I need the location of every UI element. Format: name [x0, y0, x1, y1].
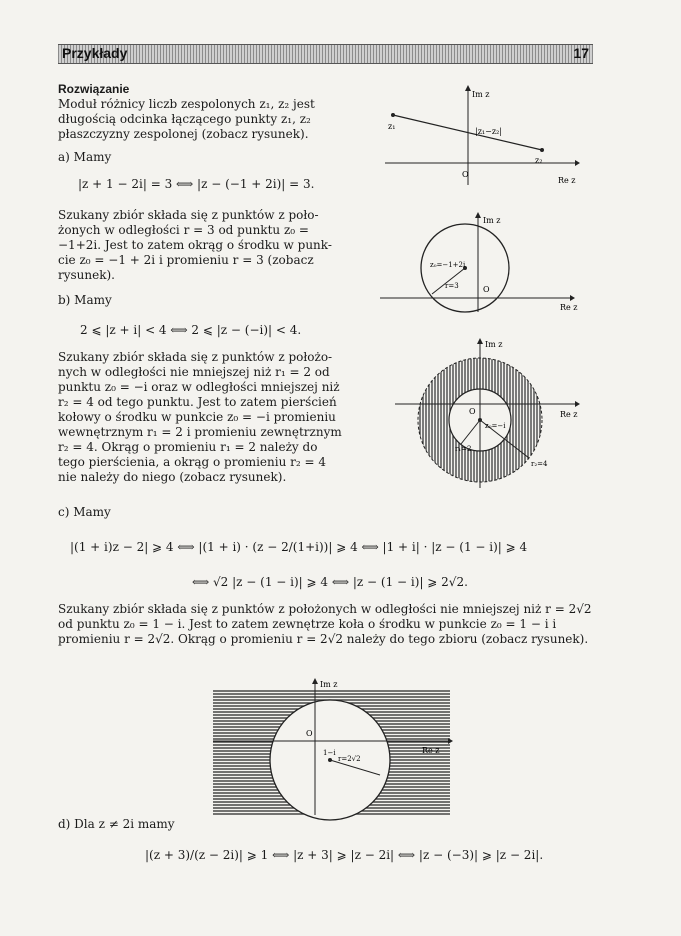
part-b-equation: 2 ⩽ |z + i| < 4 ⟺ 2 ⩽ |z − (−i)| < 4.: [80, 323, 302, 337]
text-line: nych w odległości nie mniejszej niż r₁ = 2 od: [58, 365, 330, 379]
radius-label: r=3: [445, 282, 459, 290]
radius-line: [432, 268, 465, 294]
part-c-label: c) Mamy: [58, 505, 111, 519]
page-header: [58, 44, 593, 64]
text-line: Moduł różnicy liczb zespolonych z₁, z₂ jest: [58, 97, 315, 111]
origin-label: O: [483, 285, 490, 294]
text-line: żonych w odległości r = 3 od punktu z₀ =: [58, 223, 309, 237]
page-number: 17: [573, 45, 589, 61]
z1-label: z₁: [388, 122, 396, 131]
center-label: 1−i: [323, 749, 336, 757]
origin-label: O: [469, 407, 476, 416]
radius-label: r=2√2: [338, 755, 361, 763]
im-axis-label: Im z: [485, 340, 503, 349]
figure-exterior-diagram: [210, 675, 455, 815]
arrow-icon: [570, 295, 575, 301]
text-line: promieniu r = 2√2. Okrąg o promieniu r = 2√2 należy do tego zbioru (zobacz rysunek).: [58, 632, 589, 646]
arrow-icon: [475, 212, 481, 218]
text-line: rysunek).: [58, 268, 115, 282]
im-axis-label: Im z: [472, 90, 490, 99]
arrow-icon: [448, 738, 453, 744]
center-label: z₀=−1+2i: [430, 261, 466, 269]
r1-label: r₁=2: [455, 445, 472, 453]
im-axis-label: Im z: [320, 680, 338, 689]
point-z2: [540, 148, 544, 152]
arrow-icon: [312, 678, 318, 684]
arrow-icon: [575, 160, 580, 166]
part-c-equation-1: |(1 + i)z − 2| ⩾ 4 ⟺ |(1 + i) · (z − 2/(1+i))| ⩾ 4 ⟺ |1 + i| · |z − (1 − i)| ⩾ 4: [70, 540, 528, 554]
text-line: cie z₀ = −1 + 2i i promieniu r = 3 (zobacz: [58, 253, 314, 267]
arrow-icon: [465, 85, 471, 91]
text-line: Szukany zbiór składa się z punktów z położo-: [58, 350, 333, 364]
im-axis-label: Im z: [483, 216, 501, 225]
intro-paragraph: [58, 97, 348, 142]
center-label: z₀=−i: [485, 422, 506, 430]
point-z1: [391, 113, 395, 117]
origin-label: O: [306, 729, 313, 738]
text-line: −1+2i. Jest to zatem okrąg o środku w punk-: [58, 238, 332, 252]
z2-label: z₂: [535, 156, 543, 165]
origin-label: O: [462, 170, 469, 179]
solution-heading: Rozwiązanie: [58, 82, 130, 96]
text-line: wewnętrznym r₁ = 2 i promieniu zewnętrznym: [58, 425, 342, 439]
part-a-equation: |z + 1 − 2i| = 3 ⟺ |z − (−1 + 2i)| = 3.: [78, 177, 315, 191]
text-line: Szukany zbiór składa się z punktów z poło-: [58, 208, 319, 222]
part-c-equation-2: ⟺ √2 |z − (1 − i)| ⩾ 4 ⟺ |z − (1 − i)| ⩾ 2√2.: [192, 575, 468, 589]
text-line: r₂ = 4 od tego punktu. Jest to zatem pierścień: [58, 395, 337, 409]
text-line: płaszczyzny zespolonej (zobacz rysunek).: [58, 127, 309, 141]
figure-annulus-diagram: [395, 338, 580, 488]
text-line: od punktu z₀ = 1 − i. Jest to zatem zewnętrze koła o środku w punkcie z₀ = 1 − i i: [58, 617, 557, 631]
re-axis-label: Re z: [560, 410, 578, 419]
part-b-paragraph: [58, 350, 348, 485]
re-axis-label: Re z: [558, 176, 576, 185]
text-line: r₂ = 4. Okrąg o promieniu r₁ = 2 należy do: [58, 440, 318, 454]
center-point: [328, 758, 332, 762]
text-line: tego pierścienia, a okrąg o promieniu r₂ = 4: [58, 455, 326, 469]
text-line: kołowy o środku w punkcie z₀ = −i promieniu: [58, 410, 336, 424]
part-b-label: b) Mamy: [58, 293, 112, 307]
re-axis-label: Re z: [422, 746, 440, 755]
part-d-label: d) Dla z ≠ 2i mamy: [58, 817, 175, 831]
text-line: Szukany zbiór składa się z punktów z położonych w odległości nie mniejszej niż r = 2√2: [58, 602, 592, 616]
figure-distance-diagram: [380, 85, 580, 190]
part-c-paragraph: [58, 602, 658, 647]
re-axis-label: Re z: [560, 303, 578, 312]
r2-label: r₂=4: [531, 460, 548, 468]
section-title: Przykłady: [62, 45, 128, 61]
part-a-paragraph: [58, 208, 348, 283]
distance-label: |z₁−z₂|: [475, 127, 502, 136]
text-line: nie należy do niego (zobacz rysunek).: [58, 470, 287, 484]
part-a-label: a) Mamy: [58, 150, 112, 164]
figure-circle-diagram: [375, 212, 578, 312]
center-point: [478, 418, 482, 422]
text-line: długością odcinka łączącego punkty z₁, z₂: [58, 112, 311, 126]
text-line: punktu z₀ = −i oraz w odległości mniejszej niż: [58, 380, 340, 394]
part-d-equation: |(z + 3)/(z − 2i)| ⩾ 1 ⟺ |z + 3| ⩾ |z − 2i| ⟺ |z − (−3)| ⩾ |z − 2i|.: [145, 848, 544, 862]
